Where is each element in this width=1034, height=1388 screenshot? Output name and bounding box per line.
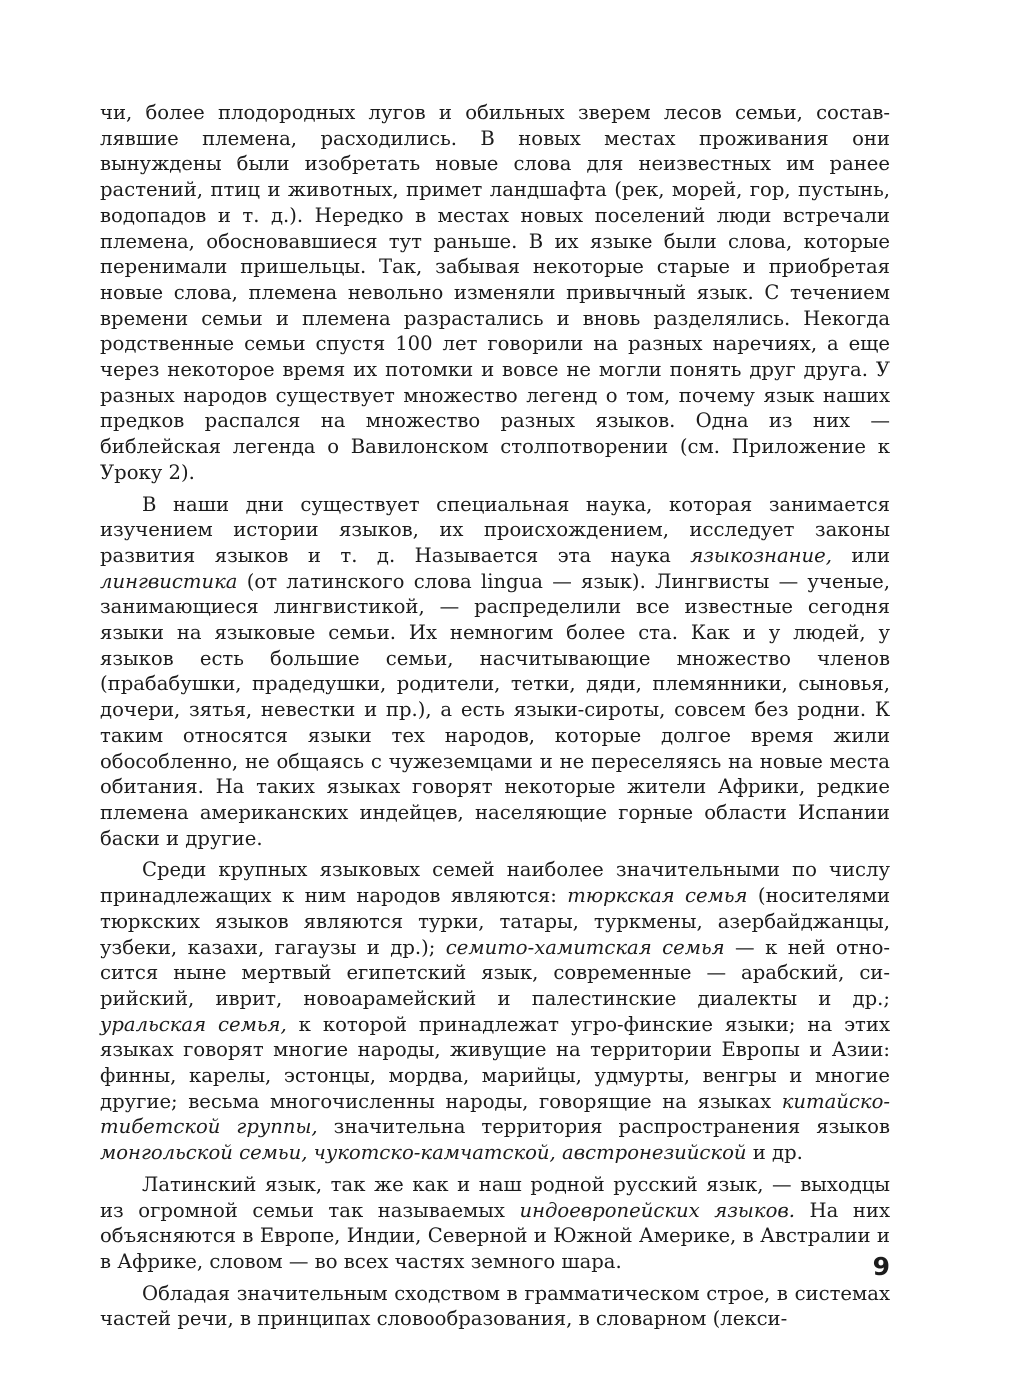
italic-term-yazykoznanie: языкознание, — [690, 543, 832, 567]
italic-term-other-families: монгольской семьи, чукотско-камчатской, австронезийской — [100, 1141, 747, 1165]
paragraph-language-families — [100, 857, 890, 1165]
text-run: Латинский язык, так же как и наш родной русский язык, — выходцы из огромной семьи так называемых — [100, 1172, 890, 1222]
italic-term-uralic: уральская семья, — [100, 1012, 287, 1036]
paragraph-continuation — [100, 100, 890, 486]
italic-term-semito-hamitic: семито-хамитская семья — [445, 935, 725, 959]
italic-term-turkic: тюркская семья — [567, 884, 748, 908]
text-run: Среди крупных языковых семей наиболее значительными по числу принадлежащих к ним народов являются: — [100, 858, 890, 908]
text-run: (носителями тюркских языков являются турки, татары, туркмены, азербайджанцы, узбеки, казахи, гагаузы и др.); — [100, 884, 891, 959]
text-run: значительна территория распространения языков — [317, 1115, 891, 1139]
italic-term-indo-european: индоевропейских языков. — [519, 1198, 796, 1222]
text-run: к которой принадлежат угро-финские языки; на этих языках говорят многие народы, живущие на территории Европы и Азии: финны, карелы, эстонцы, мордва, марийцы, удмурты, венгры и многие другие; весьма многочисленны народы, говорящие на языках — [100, 1012, 890, 1113]
italic-term-lingvistika: лингвистика — [100, 569, 238, 593]
text-run: и др. — [746, 1141, 803, 1165]
text-run: В наши дни существует специальная наука, которая занимается изучением истории языков, их происхождением, исследует законы развития языков и т. д. Называется эта наука — [100, 492, 890, 567]
text-run: Обладая значительным сходством в грамматическом строе, в системах частей речи, в принципах словообразования, в словарном (лекси- — [100, 1281, 890, 1331]
page-number: 9 — [872, 1252, 890, 1281]
paragraph-linguistics — [100, 492, 890, 852]
text-run: чи, более плодородных лугов и обильных зверем лесов семьи, составлявшие племена, расходились. В новых местах проживания они вынуждены были изобретать новые слова для неизвестных им ранее растений, птиц и животных, примет ландшафта (рек, морей, гор, пустынь, водопадов и т. д.). Нередко в местах новых поселений люди встречали племена, обосновавшиеся тут раньше. В их языке были слова, которые перенимали пришельцы. Так, забывая некоторые старые и приобретая новые слова, племена невольно изменяли привычный язык. С течением времени семьи и племена разрастались и вновь разделялись. Некогда родственные семьи спустя 100 лет говорили на разных наречиях, а еще через некоторое время их потомки и вовсе не могли понять друг друга. У разных народов существует множество легенд о том, почему язык наших предков распался на множество разных языков. Одна из них — библейская легенда о Вавилонском столпотворении (см. Приложение к Уроку 2). — [100, 101, 890, 484]
text-run: (от латинского слова lingua — язык). Лингвисты — ученые, занимающиеся лингвистикой, — распределили все известные сегодня языки на языковые семьи. Их немногим более ста. Как и у людей, у языков есть большие семьи, насчитывающие множество членов (прабабушки, прадедушки, родители, тетки, дяди, племянники, сыновья, дочери, зятья, невестки и пр.), а есть языки-сироты, совсем без родни. К таким относятся языки тех народов, которые долгое время жили обособленно, не общаясь с чужеземцами и не переселяясь на новые места обитания. На таких языках говорят некоторые жители Африки, редкие племена американских индейцев, населяющие горные области Испании баски и другие. — [100, 569, 890, 850]
paragraph-latin — [100, 1172, 890, 1275]
text-run: или — [831, 543, 891, 567]
italic-term-sino-tibetan: китайско-тибетской группы, — [100, 1089, 890, 1139]
page-body — [100, 100, 890, 1338]
text-run: — к ней относится ныне мертвый египетский язык, современные — арабский, сирийский, иврит, новоарамейский и палестинские диалекты и др.; — [100, 935, 890, 1010]
paragraph-final — [100, 1281, 890, 1332]
text-run: На них объясняются в Европе, Индии, Северной и Южной Америке, в Австралии и в Африке, словом — во всех частях земного шара. — [100, 1198, 891, 1273]
